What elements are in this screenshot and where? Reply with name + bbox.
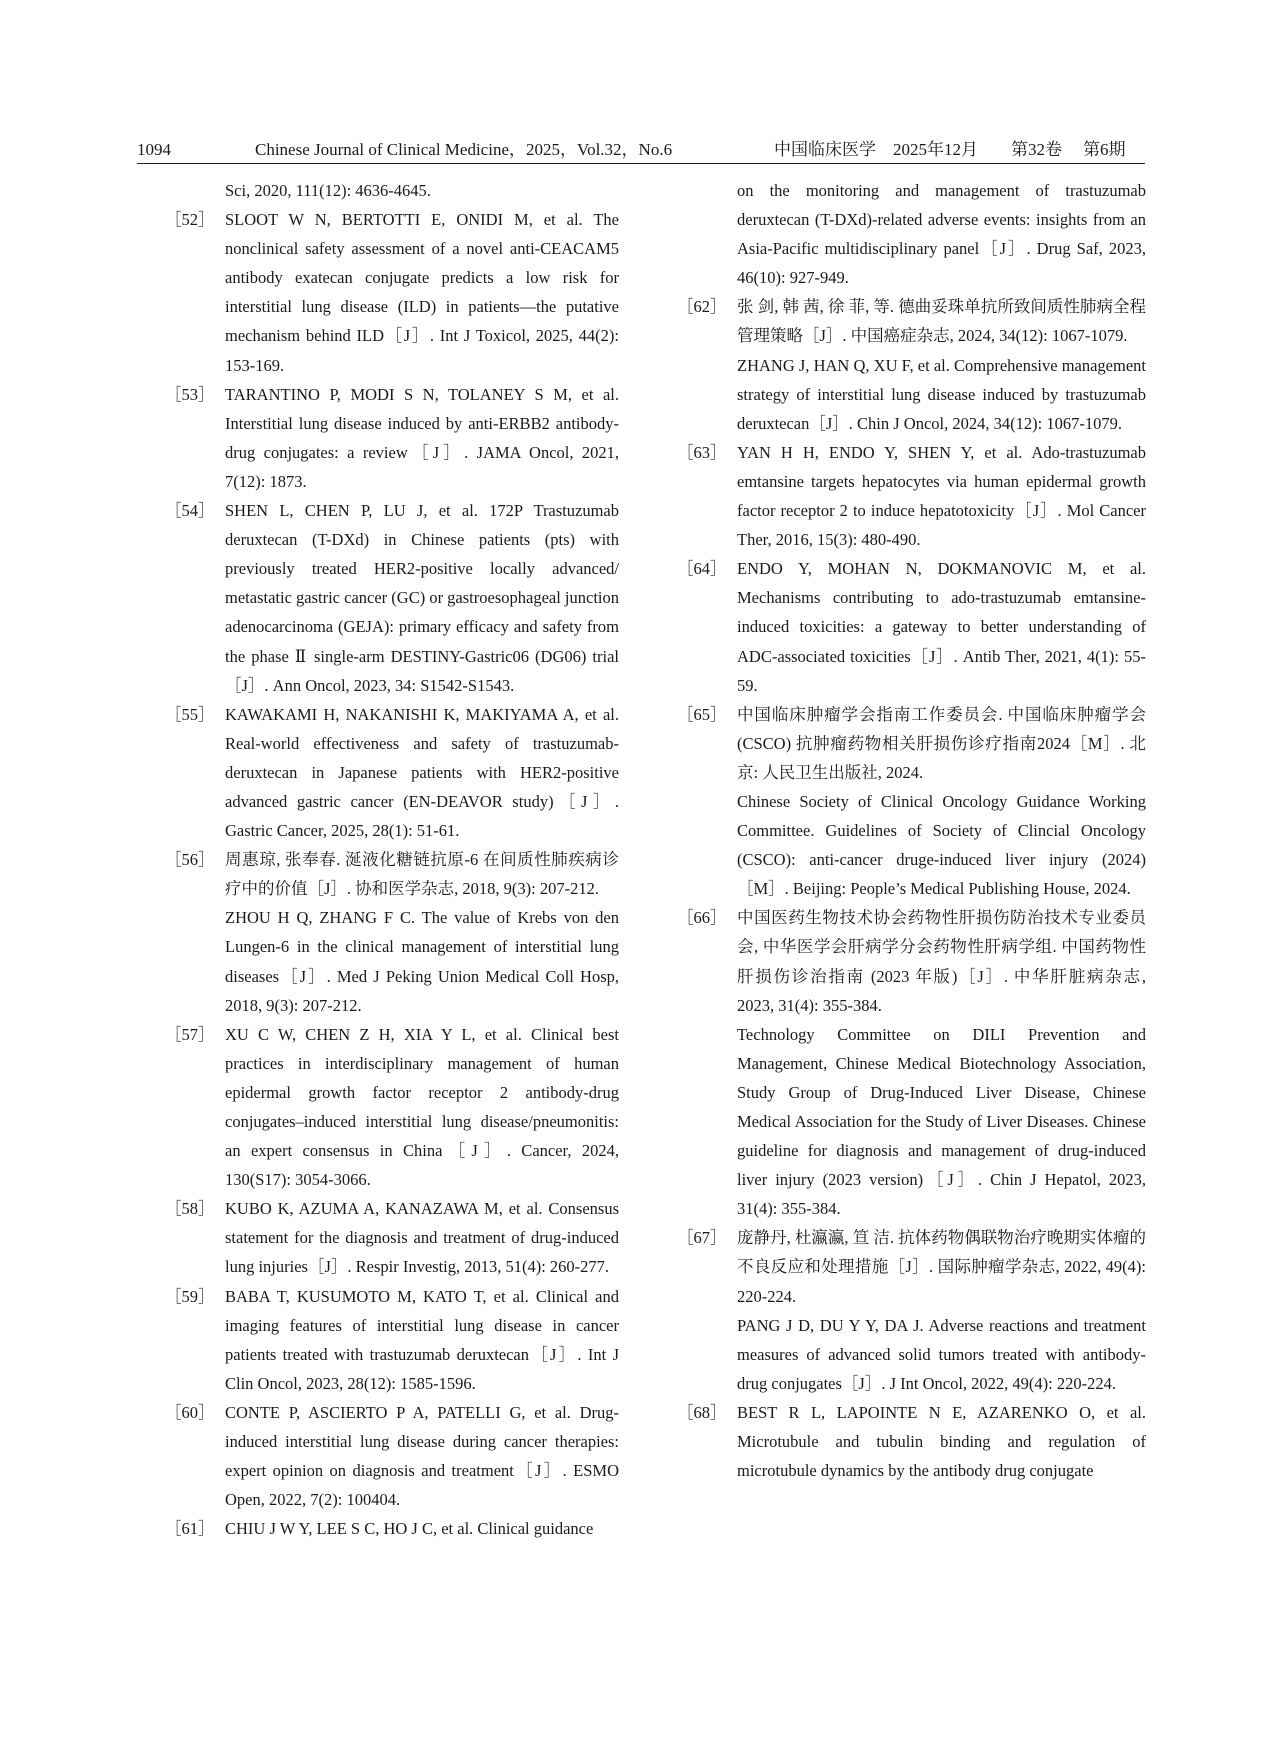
reference-item bbox=[677, 292, 1146, 350]
reference-text: CHIU J W Y, LEE S C, HO J C, et al. Clinical guidance bbox=[225, 1519, 594, 1539]
reference-text: 张 剑, 韩 茜, 徐 菲, 等. 德曲妥珠单抗所致间质性肺病全程管理策略［J］. 中国癌症杂志, 2024, 34(12): 1067-1079. bbox=[737, 297, 1146, 346]
reference-text: 中国医药生物技术协会药物性肝损伤防治技术专业委员会, 中华医学会肝病学分会药物性肝病学组. 中国药物性肝损伤诊治指南 (2023 年版)［J］. 中华肝脏病杂志, 2023, 31(4): 355-384. bbox=[737, 908, 1146, 1015]
reference-text: SLOOT W N, BERTOTTI E, ONIDI M, et al. The nonclinical safety assessment of a novel anti-CEACAM5 antibody exatecan conjugate predicts a low risk for interstitial lung disease (ILD) in patients—the putative mechanism behind ILD［J］. Int J Toxicol, 2025, 44(2): 153-169. bbox=[225, 210, 619, 375]
header-rule bbox=[137, 163, 1145, 164]
reference-item bbox=[165, 1282, 619, 1398]
reference-number: ［68］ bbox=[677, 1402, 727, 1422]
running-header bbox=[137, 137, 1145, 163]
reference-number: ［62］ bbox=[677, 297, 727, 317]
reference-translation: PANG J D, DU Y Y, DA J. Adverse reactions and treatment measures of advanced solid tumors treated with antibody-drug conjugates［J］. J Int Oncol, 2022, 49(4): 220-224. bbox=[737, 1315, 1146, 1393]
reference-number: ［66］ bbox=[677, 908, 727, 928]
reference-item bbox=[165, 1194, 619, 1281]
reference-number: ［63］ bbox=[677, 442, 727, 462]
volume: 第32卷 bbox=[1011, 140, 1062, 159]
reference-number: ［64］ bbox=[677, 559, 727, 579]
reference-text: XU C W, CHEN Z H, XIA Y L, et al. Clinical best practices in interdisciplinary management of human epidermal growth factor receptor 2 antibody-drug conjugates–induced interstitial lung disease/pneumonitis: an expert consensus in China［J］. Cancer, 2024, 130(S17): 3054-3066. bbox=[225, 1024, 619, 1190]
reference-continuation: Sci, 2020, 111(12): 4636-4645. bbox=[225, 181, 431, 200]
reference-number: ［65］ bbox=[677, 704, 727, 724]
reference-number: ［55］ bbox=[165, 704, 215, 724]
reference-item bbox=[677, 554, 1146, 699]
reference-text: BABA T, KUSUMOTO M, KATO T, et al. Clinical and imaging features of interstitial lung disease in cancer patients treated with trastuzumab deruxtecan［J］. Int J Clin Oncol, 2023, 28(12): 1585-1596. bbox=[225, 1286, 619, 1393]
reference-text: CONTE P, ASCIERTO P A, PATELLI G, et al. Drug-induced interstitial lung disease during cancer therapies: expert opinion on diagnosis and treatment［J］. ESMO Open, 2022, 7(2): 100404. bbox=[225, 1402, 619, 1510]
reference-item bbox=[165, 845, 619, 903]
issue-date: 2025年12月 bbox=[893, 140, 978, 159]
reference-item bbox=[677, 438, 1146, 554]
reference-number: ［67］ bbox=[677, 1228, 727, 1248]
reference-item bbox=[677, 700, 1146, 787]
reference-text: YAN H H, ENDO Y, SHEN Y, et al. Ado-trastuzumab emtansine targets hepatocytes via human epidermal growth factor receptor 2 to induce hepatotoxicity［J］. Mol Cancer Ther, 2016, 15(3): 480-490. bbox=[737, 442, 1146, 550]
reference-item bbox=[165, 496, 619, 700]
journal-title-en: Chinese Journal of Clinical Medicine，2025，Vol.32，No.6 bbox=[255, 140, 673, 159]
reference-translation: ZHOU H Q, ZHANG F C. The value of Krebs von den Lungen-6 in the clinical management of interstitial lung diseases［J］. Med J Peking Union Medical Coll Hosp, 2018, 9(3): 207-212. bbox=[225, 908, 619, 1015]
reference-list bbox=[677, 292, 1146, 1485]
reference-list bbox=[165, 205, 619, 1543]
issue-number: 第6期 bbox=[1083, 140, 1126, 159]
reference-translation: Technology Committee on DILI Prevention and Management, Chinese Medical Biotechnology Association, Study Group of Drug-Induced Liver Disease, Chinese Medical Association for the Study of Liver Diseases. Chinese guideline for diagnosis and management of drug-induced liver injury (2023 version)［J］. Chin J Hepatol, 2023, 31(4): 355-384. bbox=[737, 1024, 1146, 1219]
reference-number: ［54］ bbox=[165, 501, 215, 521]
reference-text: 周惠琼, 张奉春. 涎液化糖链抗原-6 在间质性肺疾病诊疗中的价值［J］. 协和医学杂志, 2018, 9(3): 207-212. bbox=[225, 850, 619, 899]
reference-text: KAWAKAMI H, NAKANISHI K, MAKIYAMA A, et al. Real-world effectiveness and safety of trastuzumab-deruxtecan in Japanese patients with HER2-positive advanced gastric cancer (EN-DEAVOR study)［J］. Gastric Cancer, 2025, 28(1): 51-61. bbox=[225, 704, 619, 841]
reference-text: 中国临床肿瘤学会指南工作委员会. 中国临床肿瘤学会 (CSCO) 抗肿瘤药物相关肝损伤诊疗指南2024［M］. 北京: 人民卫生出版社, 2024. bbox=[737, 704, 1146, 782]
reference-number: ［52］ bbox=[165, 210, 215, 230]
reference-number: ［60］ bbox=[165, 1402, 215, 1422]
reference-text: BEST R L, LAPOINTE N E, AZARENKO O, et al. Microtubule and tubulin binding and regulation of microtubule dynamics by the antibody drug conjugate bbox=[737, 1402, 1146, 1481]
page-number: 1094 bbox=[137, 140, 171, 159]
left-column bbox=[165, 176, 619, 1543]
journal-title-cn: 中国临床医学 bbox=[774, 140, 876, 159]
reference-number: ［58］ bbox=[165, 1199, 215, 1219]
reference-item bbox=[165, 1020, 619, 1195]
reference-item bbox=[677, 1398, 1146, 1485]
reference-item bbox=[165, 700, 619, 845]
reference-item bbox=[165, 1514, 619, 1543]
reference-text: 庞静丹, 杜瀛瀛, 笪 洁. 抗体药物偶联物治疗晚期实体瘤的不良反应和处理措施［J］. 国际肿瘤学杂志, 2022, 49(4): 220-224. bbox=[737, 1228, 1146, 1306]
reference-text: TARANTINO P, MODI S N, TOLANEY S M, et al. Interstitial lung disease induced by anti-ERBB2 antibody-drug conjugates: a review［J］. JAMA Oncol, 2021, 7(12): 1873. bbox=[225, 384, 619, 491]
reference-text: ENDO Y, MOHAN N, DOKMANOVIC M, et al. Mechanisms contributing to ado-trastuzumab emtansine-induced toxicities: a gateway to better understanding of ADC-associated toxicities［J］. Antib Ther, 2021, 4(1): 55-59. bbox=[737, 559, 1146, 695]
reference-item bbox=[677, 1223, 1146, 1310]
reference-number: ［59］ bbox=[165, 1286, 215, 1306]
reference-number: ［61］ bbox=[165, 1519, 215, 1539]
reference-continuation: on the monitoring and management of trastuzumab deruxtecan (T-DXd)-related adverse events: insights from an Asia-Pacific multidisciplinary panel［J］. Drug Saf, 2023, 46(10): 927-949. bbox=[737, 181, 1146, 288]
reference-text: KUBO K, AZUMA A, KANAZAWA M, et al. Consensus statement for the diagnosis and treatment of drug-induced lung injuries［J］. Respir Investig, 2013, 51(4): 260-277. bbox=[225, 1199, 619, 1277]
reference-item bbox=[165, 380, 619, 496]
reference-number: ［56］ bbox=[165, 850, 215, 870]
reference-number: ［53］ bbox=[165, 384, 215, 404]
reference-number: ［57］ bbox=[165, 1024, 215, 1044]
reference-item bbox=[165, 205, 619, 380]
reference-translation: Chinese Society of Clinical Oncology Guidance Working Committee. Guidelines of Society of Clincial Oncology (CSCO): anti-cancer druge-induced liver injury (2024)［M］. Beijing: People’s Medical Publishing House, 2024. bbox=[737, 791, 1146, 899]
reference-translation: ZHANG J, HAN Q, XU F, et al. Comprehensive management strategy of interstitial lung disease induced by trastuzumab deruxtecan［J］. Chin J Oncol, 2024, 34(12): 1067-1079. bbox=[737, 355, 1146, 433]
reference-item bbox=[165, 1398, 619, 1514]
reference-item bbox=[677, 903, 1146, 1019]
reference-text: SHEN L, CHEN P, LU J, et al. 172P Trastuzumab deruxtecan (T-DXd) in Chinese patients (pts) with previously treated HER2-positive locally advanced/ metastatic gastric cancer (GC) or gastroesophageal junction adenocarcinoma (GEJA): primary efficacy and safety from the phase Ⅱ single-arm DESTINY-Gastric06 (DG06) trial［J］. Ann Oncol, 2023, 34: S1542-S1543. bbox=[225, 501, 620, 695]
right-column bbox=[677, 176, 1146, 1485]
